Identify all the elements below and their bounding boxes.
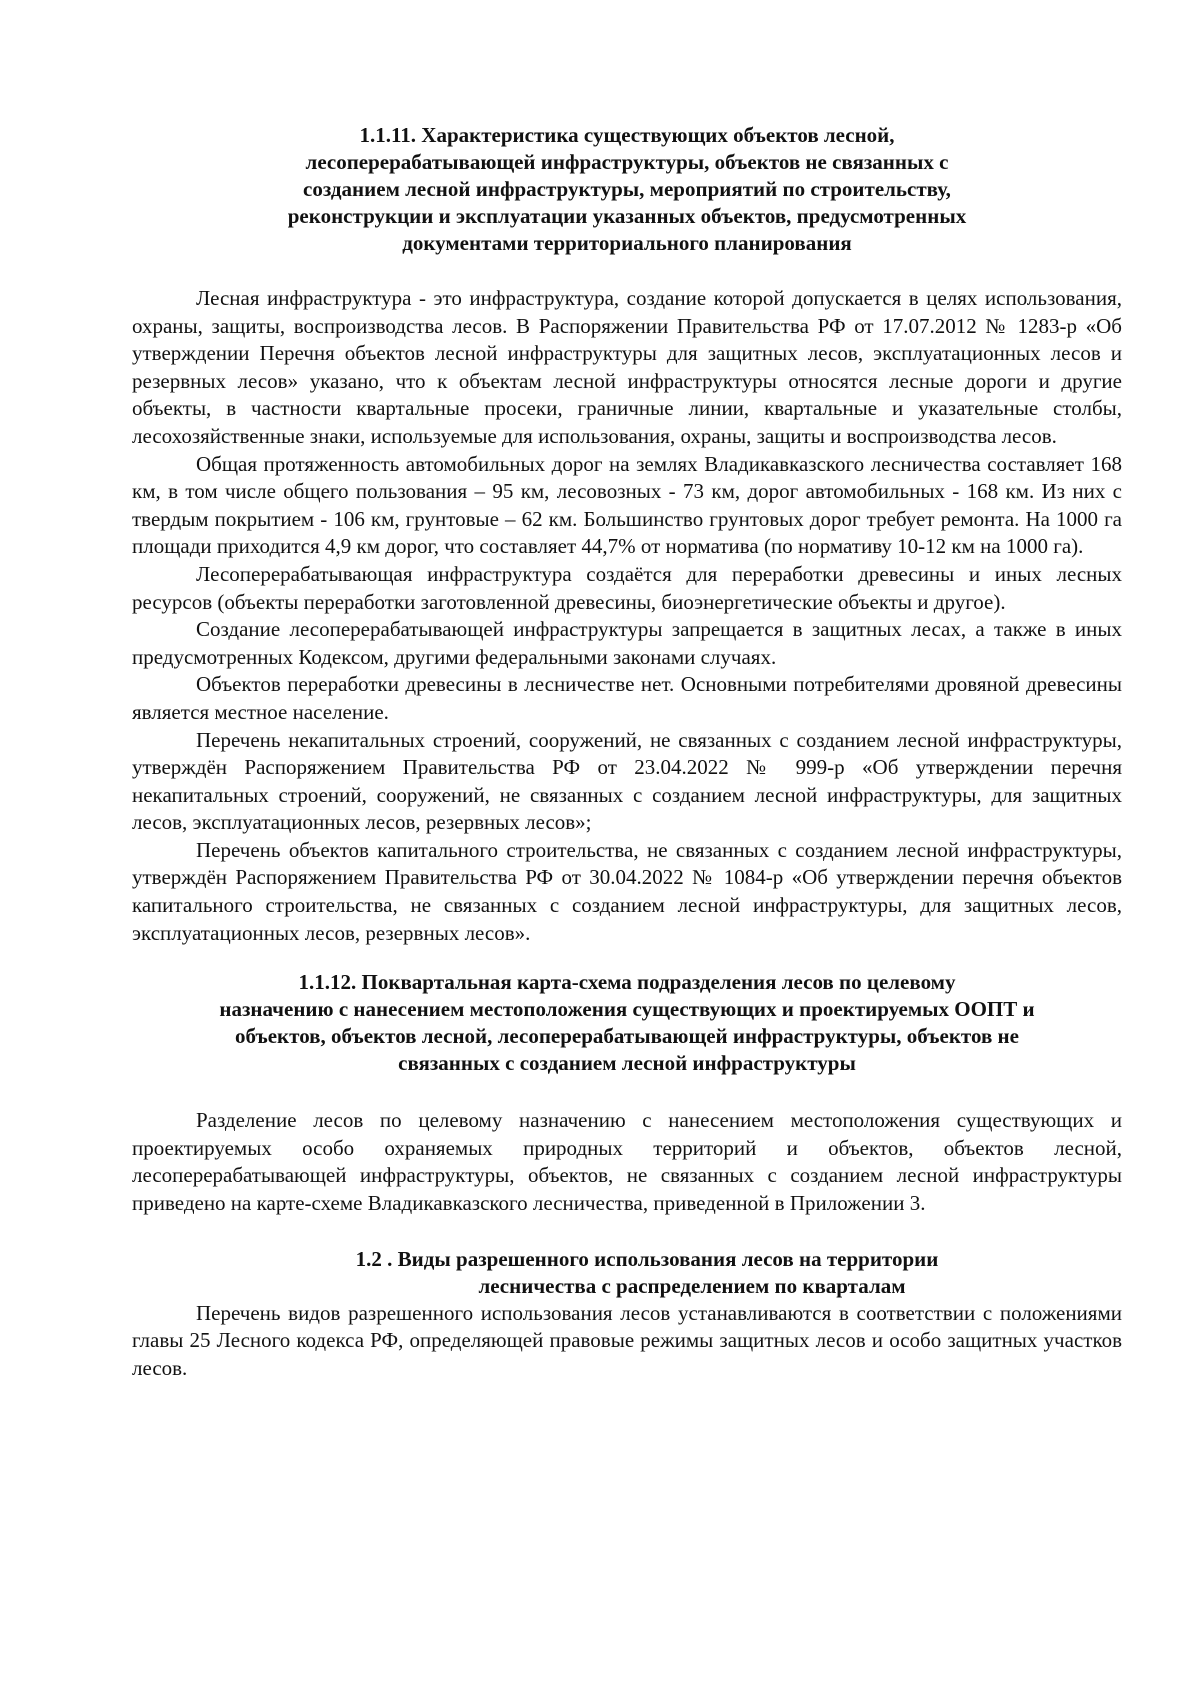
paragraph-processing-prohibition: Создание лесоперерабатывающей инфраструктуры запрещается в защитных лесах, а также в иных предусмотренных Кодексом, другими федеральными законами случаях. — [132, 617, 1122, 669]
section-heading-1-1-12 — [132, 969, 1122, 1077]
paragraph-roads-length: Общая протяженность автомобильных дорог на землях Владикавказского лесничества составляет 168 км, в том числе общего пользования – 95 км, лесовозных - 73 км, дорог автомобильных - 168 км. Из них с твердым покрытием - 106 км, грунтовые – 62 км. Большинство грунтовых дорог требует ремонта. На 1000 га площади приходится 4,9 км дорог, что составляет 44,7% от норматива (по нормативу 10-12 км на 1000 га). — [132, 451, 1122, 559]
paragraph-map-scheme: Разделение лесов по целевому назначению с нанесением местоположения существующих и проектируемых особо охраняемых природных территорий и объектов, объектов лесной, лесоперерабатывающей инфраструктуры, объектов, не связанных с созданием лесной инфраструктуры приведено на карте-схеме Владикавказского лесничества, приведенной в Приложении 3. — [132, 1108, 1122, 1216]
paragraph-capital-construction: Перечень объектов капитального строительства, не связанных с созданием лесной инфраструктуры, утверждён Распоряжением Правительства РФ от 30.04.2022 № 1084-р «Об утверждении перечня объектов капитального строительства, не связанных с созданием лесной инфраструктуры, для защитных лесов, эксплуатационных лесов, резервных лесов». — [132, 837, 1122, 945]
heading-line: 1.1.11. Характеристика существующих объектов лесной, — [359, 123, 895, 147]
paragraph-no-processing-objects: Объектов переработки древесины в лесничестве нет. Основными потребителями дровяной древесины является местное население. — [132, 672, 1122, 724]
section-heading-1-1-11 — [132, 122, 1122, 257]
heading-line: связанных с созданием лесной инфраструктуры — [398, 1051, 856, 1076]
heading-line: объектов, объектов лесной, лесоперерабатывающей инфраструктуры, объектов не — [235, 1024, 1019, 1049]
heading-line: лесоперерабатывающей инфраструктуры, объектов не связанных с — [305, 150, 949, 174]
heading-line: 1.2 . Виды разрешенного использования лесов на территории — [355, 1246, 939, 1271]
heading-line: документами территориального планирования — [402, 231, 852, 255]
paragraph-processing-infrastructure: Лесоперерабатывающая инфраструктура создаётся для переработки древесины и иных лесных ресурсов (объекты переработки заготовленной древесины, биоэнергетические объекты и другое). — [132, 561, 1122, 614]
heading-line: созданием лесной инфраструктуры, мероприятий по строительству, — [303, 177, 951, 201]
section-heading-1-2 — [132, 1246, 1122, 1300]
heading-line: назначению с нанесением местоположения существующих и проектируемых ООПТ и — [219, 997, 1035, 1022]
heading-line: лесничества с распределением по кварталам — [478, 1273, 906, 1298]
paragraph-non-capital-structures: Перечень некапитальных строений, сооружений, не связанных с созданием лесной инфраструктуры, утверждён Распоряжением Правительства РФ от 23.04.2022 № 999-р «Об утверждении перечня некапитальных строений, сооружений, не связанных с созданием лесной инфраструктуры, для защитных лесов, эксплуатационных лесов, резервных лесов»; — [132, 727, 1122, 835]
heading-line: реконструкции и эксплуатации указанных объектов, предусмотренных — [287, 204, 967, 228]
paragraph-forest-infrastructure: Лесная инфраструктура - это инфраструктура, создание которой допускается в целях использования, охраны, защиты, воспроизводства лесов. В Распоряжении Правительства РФ от 17.07.2012 № 1283-р «Об утверждении Перечня объектов лесной инфраструктуры для защитных лесов, эксплуатационных лесов и резервных лесов» указано, что к объектам лесной инфраструктуры относятся лесные дороги и другие объекты, в частности квартальные просеки, граничные линии, квартальные и указательные столбы, лесохозяйственные знаки, используемые для использования, охраны, защиты и воспроизводства лесов. — [132, 286, 1122, 448]
paragraph-permitted-uses: Перечень видов разрешенного использования лесов устанавливаются в соответствии с положениями главы 25 Лесного кодекса РФ, определяющей правовые режимы защитных лесов и особо защитных участков лесов. — [132, 1300, 1122, 1380]
heading-line: 1.1.12. Поквартальная карта-схема подразделения лесов по целевому — [298, 970, 956, 995]
document-page — [132, 122, 1122, 1382]
